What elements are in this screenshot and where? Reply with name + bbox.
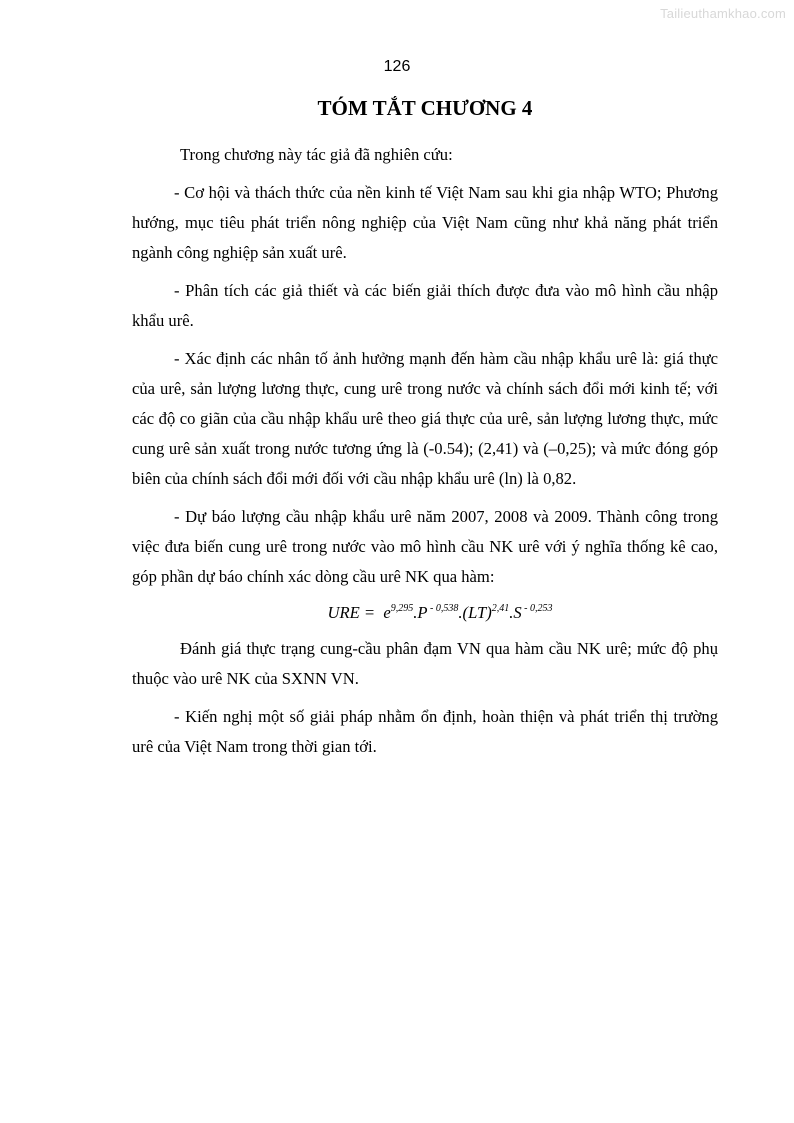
formula-exp-e: 9,295 [390,603,414,614]
page-number: 126 [383,58,411,75]
formula-p: .P [413,603,428,622]
formula-s: .S [509,603,522,622]
formula-exp-lt: 2,41 [491,603,510,614]
chapter-title: TÓM TẮT CHƯƠNG 4 [317,96,533,120]
document-body [132,140,718,770]
formula-exp-s: - 0,253 [521,603,553,614]
intro-paragraph: Trong chương này tác giả đã nghiên cứu: [180,145,453,164]
bullet-paragraph-factors: - Xác định các nhân tố ảnh hưởng mạnh đến hàm cầu nhập khẩu urê là: giá thực của urê, sản lượng lương thực, cung urê trong nước và chính sách đổi mới kinh tế; với các độ co giãn của cầu nhập khẩu urê theo giá thực của urê, sản lượng lương thực, mức cung urê sản xuất trong nước tương ứng là (-0.54); (2,41) và (–0,25); và mức đóng góp biên của chính sách đổi mới đối với cầu nhập khẩu urê (ln) là 0,82. [132,349,718,488]
bullet-paragraph-hypotheses: - Phân tích các giả thiết và các biến giải thích được đưa vào mô hình cầu nhập khẩu urê. [132,281,718,330]
watermark: Tailieuthamkhao.com [660,6,786,21]
formula-e: e [383,603,391,622]
formula-lhs: URE = [327,603,376,622]
bullet-paragraph-recommendations: - Kiến nghị một số giải pháp nhằm ổn định, hoàn thiện và phát triển thị trường urê của Việt Nam trong thời gian tới. [132,707,718,756]
formula-exp-p: - 0,538 [427,603,459,614]
formula-lt: .(LT) [458,603,492,622]
bullet-paragraph-wto: - Cơ hội và thách thức của nền kinh tế Việt Nam sau khi gia nhập WTO; Phương hướng, mục tiêu phát triển nông nghiệp của Việt Nam cũng như khả năng phát triển ngành công nghiệp sản xuất urê. [132,183,718,262]
demand-formula [162,594,718,628]
bullet-paragraph-forecast: - Dự báo lượng cầu nhập khẩu urê năm 2007, 2008 và 2009. Thành công trong việc đưa biến cung urê trong nước vào mô hình cầu NK urê với ý nghĩa thống kê cao, góp phần dự báo chính xác dòng cầu urê NK qua hàm: [132,507,718,586]
assessment-paragraph: Đánh giá thực trạng cung-cầu phân đạm VN qua hàm cầu NK urê; mức độ phụ thuộc vào urê NK của SXNN VN. [132,639,718,688]
